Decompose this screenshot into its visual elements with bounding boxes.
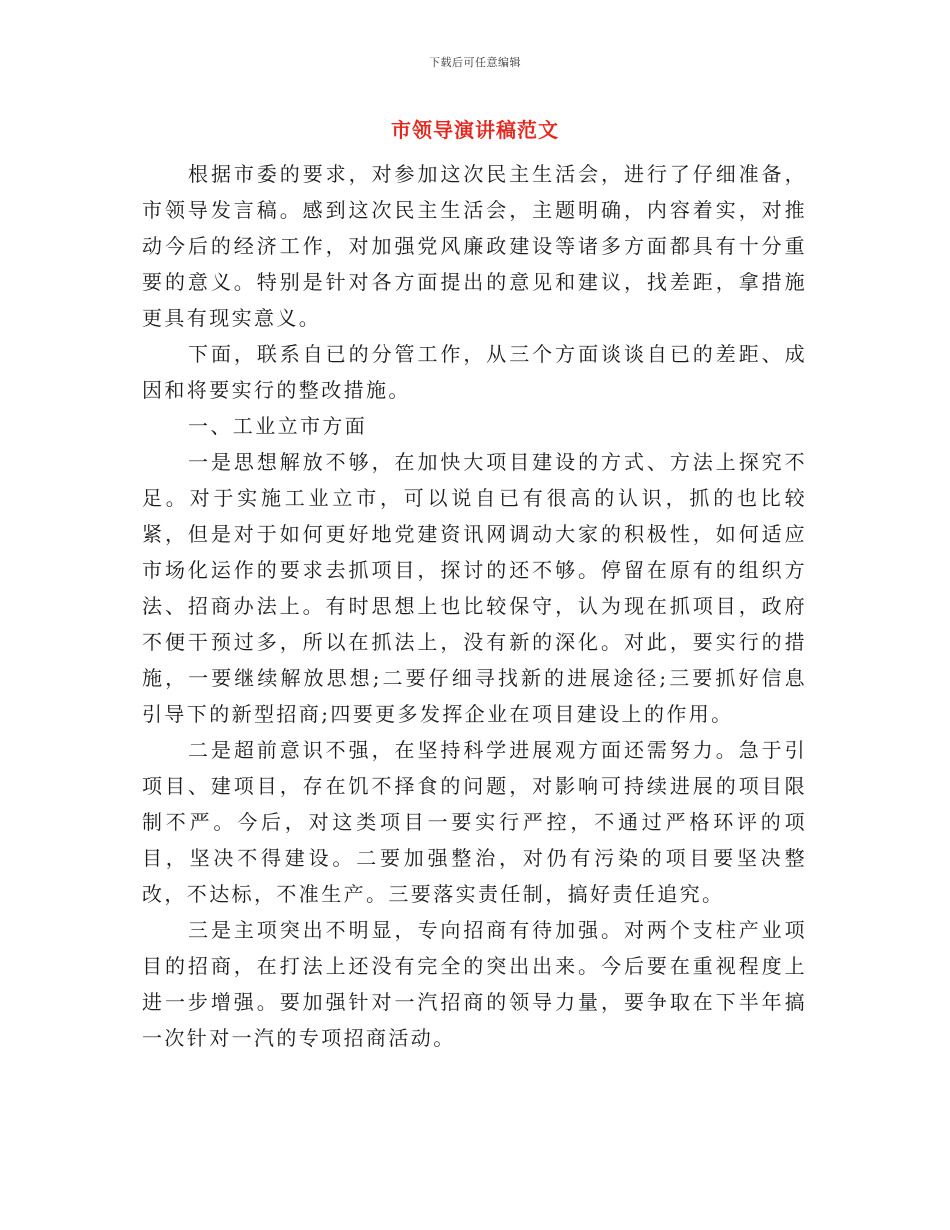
paragraph-overview: 下面，联系自已的分管工作，从三个方面谈谈自已的差距、成因和将要实行的整改措施。 bbox=[142, 342, 807, 402]
paragraph-point-two: 二是超前意识不强，在坚持科学进展观方面还需努力。急于引项目、建项目，存在饥不择食的问题，对影响可持续进展的项目限制不严。今后，对这类项目一要实行严控，不通过严格环评的项目，坚决不得建设。二要加强整治，对仍有污染的项目要坚决整改，不达标，不准生产。三要落实责任制，搞好责任追究。 bbox=[142, 738, 807, 906]
document-title: 市领导演讲稿范文 bbox=[391, 118, 559, 142]
paragraph-point-one: 一是思想解放不够，在加快大项目建设的方式、方法上探究不足。对于实施工业立市，可以说自已有很高的认识，抓的也比较紧，但是对于如何更好地党建资讯网调动大家的积极性，如何适应市场化运作的要求去抓项目，探讨的还不够。停留在原有的组织方法、招商办法上。有时思想上也比较保守，认为现在抓项目，政府不便干预过多，所以在抓法上，没有新的深化。对此，要实行的措施，一要继续解放思想;二要仔细寻找新的进展途径;三要抓好信息引导下的新型招商;四要更多发挥企业在项目建设上的作用。 bbox=[142, 450, 807, 726]
header-note: 下载后可任意编辑 bbox=[429, 56, 521, 69]
section-heading-industry: 一、工业立市方面 bbox=[188, 414, 368, 438]
document-body bbox=[142, 156, 807, 1056]
paragraph-intro: 根据市委的要求，对参加这次民主生活会，进行了仔细准备，市领导发言稿。感到这次民主生活会，主题明确，内容着实，对推动今后的经济工作，对加强党风廉政建设等诸多方面都具有十分重要的意义。特别是针对各方面提出的意见和建议，找差距，拿措施更具有现实意义。 bbox=[142, 162, 807, 330]
paragraph-point-three: 三是主项突出不明显，专向招商有待加强。对两个支柱产业项目的招商，在打法上还没有完全的突出出来。今后要在重视程度上进一步增强。要加强针对一汽招商的领导力量，要争取在下半年搞一次针对一汽的专项招商活动。 bbox=[142, 918, 807, 1050]
